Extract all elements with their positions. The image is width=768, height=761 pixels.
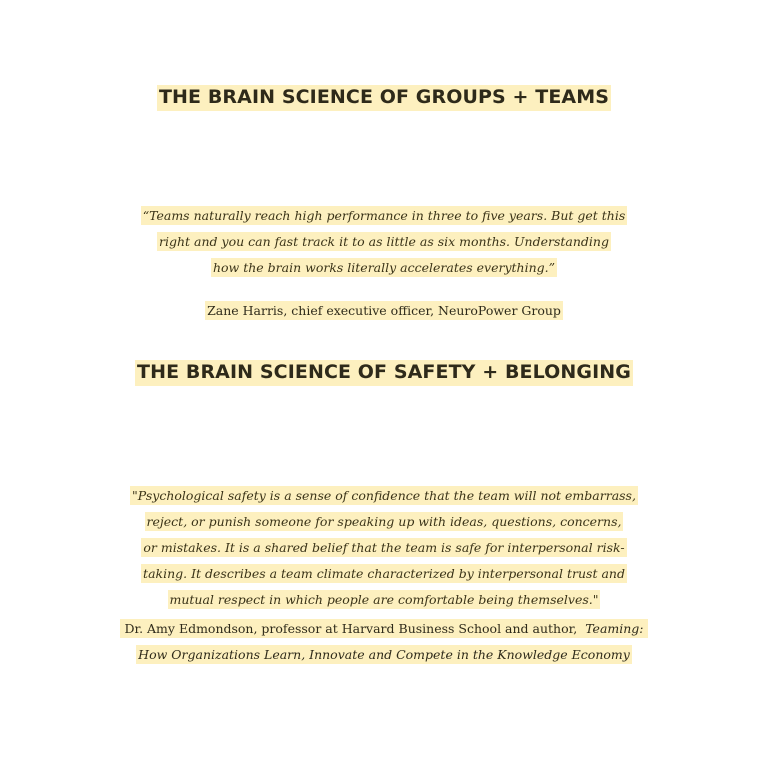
quote-line: "Psychological safety is a sense of confidence that the team will not embarrass,: [132, 488, 636, 503]
attribution-edmondson: [0, 616, 768, 668]
quote-harris: [0, 203, 768, 281]
section-heading-safety-belonging: [0, 361, 768, 383]
quote-edmondson: [0, 483, 768, 613]
attribution-line1: [120, 619, 647, 638]
book-title-part1: Teaming:: [585, 621, 644, 636]
quote-line: right and you can fast track it to as little as six months. Understanding: [159, 234, 609, 249]
attribution-harris: [0, 298, 768, 324]
heading-text: THE BRAIN SCIENCE OF SAFETY + BELONGING: [135, 360, 633, 386]
quote-line: mutual respect in which people are comfortable being themselves.": [169, 592, 599, 607]
heading-text: THE BRAIN SCIENCE OF GROUPS + TEAMS: [157, 85, 611, 111]
attribution-text: Zane Harris, chief executive officer, NeuroPower Group: [207, 303, 561, 318]
quote-line: how the brain works literally accelerates everything.”: [212, 260, 556, 275]
quote-line: or mistakes. It is a shared belief that the team is safe for interpersonal risk-: [143, 540, 625, 555]
quote-line: taking. It describes a team climate characterized by interpersonal trust and: [143, 566, 625, 581]
section-heading-groups-teams: [0, 86, 768, 108]
quote-line: “Teams naturally reach high performance in three to five years. But get this: [142, 208, 626, 223]
quote-line: reject, or punish someone for speaking up with ideas, questions, concerns,: [146, 514, 622, 529]
attribution-prefix: Dr. Amy Edmondson, professor at Harvard Business School and author,: [124, 621, 582, 636]
book-title-part2: How Organizations Learn, Innovate and Compete in the Knowledge Economy: [138, 647, 630, 662]
